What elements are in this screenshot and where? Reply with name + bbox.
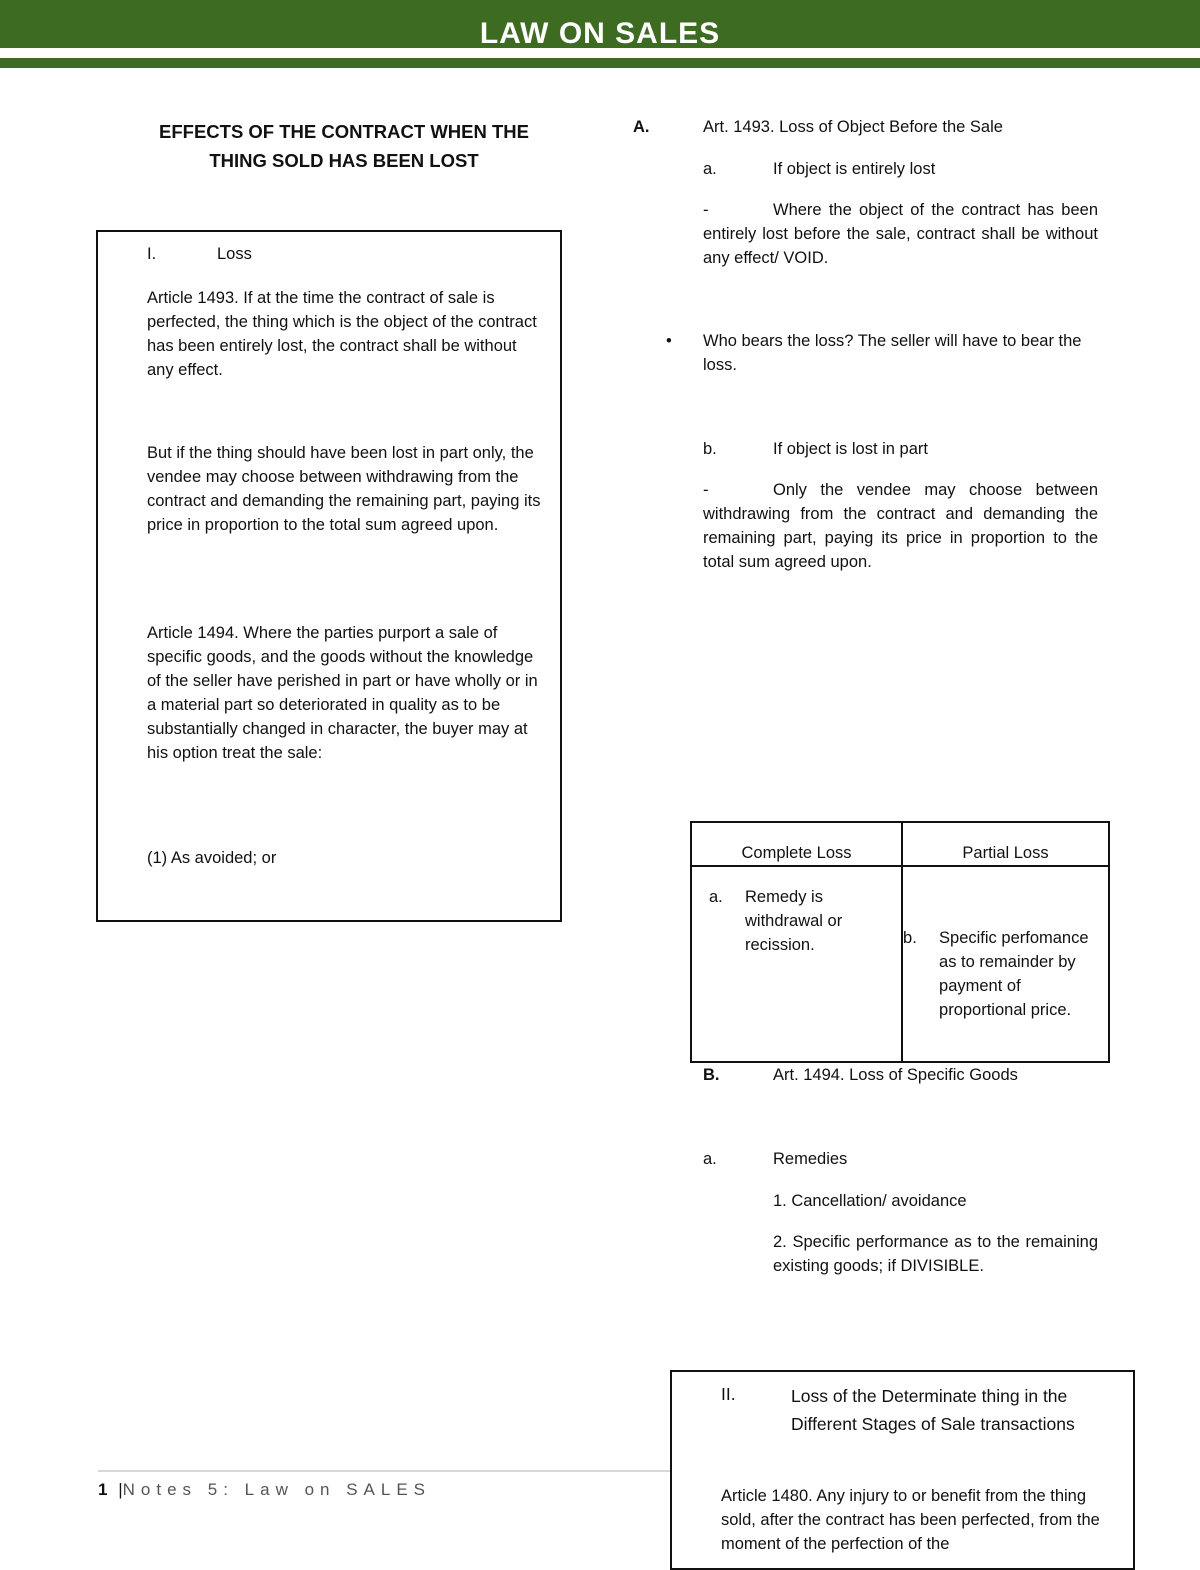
- item-a1-text: Where the object of the contract has been entirely lost before the sale, contract shall be without any effect/ VOID.: [703, 201, 1098, 267]
- footer-separator: |: [118, 1480, 123, 1499]
- option-avoided: (1) As avoided; or: [147, 849, 277, 867]
- section-b-title: Art. 1494. Loss of Specific Goods: [773, 1066, 1018, 1084]
- complete-loss-label: a.: [709, 888, 723, 906]
- section-ii-number: II.: [721, 1384, 736, 1404]
- item-b1-text: Only the vendee may choose between withdrawing from the contract and demanding the remaining part, paying its price in proportion to the total sum agreed upon.: [703, 481, 1098, 571]
- bullet-icon: •: [666, 332, 672, 350]
- loss-comparison-table: [690, 821, 1110, 1063]
- loss-section-number: I.: [147, 245, 157, 263]
- table-header-cell: [691, 822, 902, 866]
- article-1480-paragraph: Article 1480. Any injury to or benefit from the thing sold, after the contract has been perfected, from the moment of the perfection of the: [721, 1487, 1100, 1553]
- left-heading-line2: THING SOLD HAS BEEN LOST: [209, 150, 479, 171]
- item-b1-title: If object is lost in part: [773, 440, 928, 458]
- partial-loss-label: b.: [903, 929, 917, 947]
- complete-loss-text: Remedy is withdrawal or recission.: [745, 888, 843, 954]
- section-a-label: A.: [633, 118, 650, 136]
- table-header-row: [691, 822, 1109, 866]
- section-ii-title: Loss of the Determinate thing in the Different Stages of Sale transactions: [791, 1386, 1075, 1434]
- left-heading-line1: EFFECTS OF THE CONTRACT WHEN THE: [159, 121, 529, 142]
- partial-loss-header: Partial Loss: [962, 844, 1049, 862]
- item-a2-label: a.: [703, 1150, 717, 1168]
- partial-loss-text: Specific perfomance as to remainder by payment of proportional price.: [939, 929, 1089, 1019]
- page-header-title: LAW ON SALES: [479, 17, 721, 50]
- left-heading: [98, 117, 590, 175]
- table-header-cell: [902, 822, 1109, 866]
- item-b1-dash: -: [703, 481, 709, 499]
- complete-loss-header: Complete Loss: [741, 844, 852, 862]
- table-row: [691, 866, 1109, 1062]
- section-b-label: B.: [703, 1066, 720, 1084]
- partial-loss-cell: [902, 866, 1109, 1062]
- item-b1-label: b.: [703, 440, 717, 458]
- footer-page-number: 1: [98, 1480, 108, 1499]
- remedy-2: 2. Specific performance as to the remaining existing goods; if DIVISIBLE.: [773, 1233, 1098, 1275]
- item-a1-label: a.: [703, 160, 717, 178]
- article-1494-paragraph: Article 1494. Where the parties purport a sale of specific goods, and the goods without the knowledge of the seller have perished in part or have wholly or in a material part so deteriorated in quality as to be substantially changed in character, the buyer may at his option treat the sale:: [147, 624, 538, 762]
- article-1493-partial-paragraph: But if the thing should have been lost in part only, the vendee may choose between withdrawing from the contract and demanding the remaining part, paying its price in proportion to the total sum agreed upon.: [147, 444, 541, 534]
- complete-loss-cell: [691, 866, 902, 1062]
- page-footer: [98, 1478, 431, 1502]
- item-a1-dash: -: [703, 201, 709, 219]
- item-a2-title: Remedies: [773, 1150, 848, 1168]
- remedy-1: 1. Cancellation/ avoidance: [773, 1192, 967, 1210]
- footer-text: Notes 5: Law on SALES: [122, 1480, 432, 1499]
- header-stripe: [0, 58, 1200, 68]
- footer-rule: [98, 1470, 670, 1472]
- section-a-title: Art. 1493. Loss of Object Before the Sale: [703, 118, 1003, 136]
- article-1493-paragraph: Article 1493. If at the time the contract of sale is perfected, the thing which is the object of the contract has been entirely lost, the contract shall be without any effect.: [147, 289, 537, 379]
- item-a1-title: If object is entirely lost: [773, 160, 936, 178]
- bullet-text: Who bears the loss? The seller will have to bear the loss.: [703, 332, 1082, 374]
- loss-section-title: Loss: [217, 245, 252, 263]
